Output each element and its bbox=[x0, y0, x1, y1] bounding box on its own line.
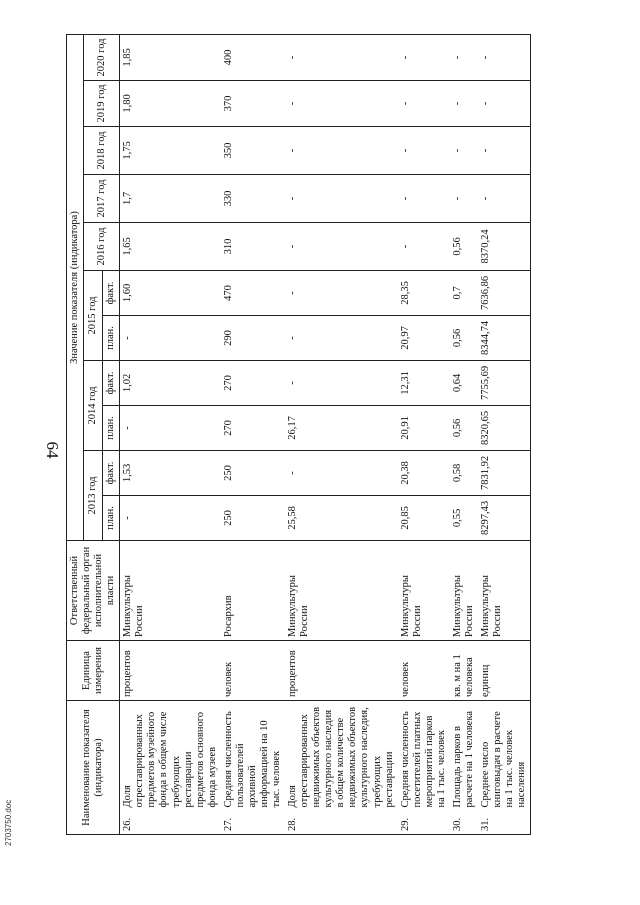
row-number: 29. bbox=[398, 811, 450, 835]
value-cell: - bbox=[285, 126, 398, 174]
value-cell: - bbox=[398, 126, 450, 174]
value-cell: - bbox=[285, 270, 398, 315]
value-cell: 25,58 bbox=[285, 495, 398, 540]
rotated-table-container bbox=[66, 35, 586, 835]
table-row bbox=[398, 34, 450, 834]
unit-cell: единиц bbox=[478, 640, 531, 700]
value-cell: 0,56 bbox=[450, 315, 478, 360]
indicator-name: Доля отреставрированных предметов музейного фонда в общем числе требующих реставрации предметов основного фонда музеев bbox=[120, 700, 221, 810]
value-cell: 0,64 bbox=[450, 360, 478, 405]
header-plan: план. bbox=[103, 495, 120, 540]
value-cell: 270 bbox=[221, 405, 285, 450]
indicator-name: Доля отреставрированных недвижимых объектов культурного наследия в общем количестве недвижимых объектов культурного наследия, требующих реставрации bbox=[285, 700, 398, 810]
table-body bbox=[120, 34, 531, 834]
page-number: 64 bbox=[43, 441, 62, 459]
value-cell: 26,17 bbox=[285, 405, 398, 450]
value-cell: - bbox=[398, 34, 450, 80]
header-2019: 2019 год bbox=[84, 80, 120, 126]
value-cell: 8370,24 bbox=[478, 222, 531, 270]
value-cell: - bbox=[285, 315, 398, 360]
value-cell: 8320,65 bbox=[478, 405, 531, 450]
value-cell: - bbox=[120, 495, 221, 540]
value-cell: - bbox=[478, 174, 531, 222]
header-2017: 2017 год bbox=[84, 174, 120, 222]
header-fact: факт. bbox=[103, 360, 120, 405]
agency-cell: Минкультуры России bbox=[478, 540, 531, 640]
value-cell: 8344,74 bbox=[478, 315, 531, 360]
value-cell: 470 bbox=[221, 270, 285, 315]
value-cell: - bbox=[120, 315, 221, 360]
value-cell: - bbox=[120, 405, 221, 450]
value-cell: - bbox=[478, 126, 531, 174]
value-cell: - bbox=[398, 80, 450, 126]
agency-cell: Минкультуры России bbox=[450, 540, 478, 640]
value-cell: 20,91 bbox=[398, 405, 450, 450]
value-cell: 1,75 bbox=[120, 126, 221, 174]
value-cell: 8297,43 bbox=[478, 495, 531, 540]
value-cell: 0,7 bbox=[450, 270, 478, 315]
value-cell: 1,80 bbox=[120, 80, 221, 126]
value-cell: 250 bbox=[221, 450, 285, 495]
value-cell: 12,31 bbox=[398, 360, 450, 405]
indicators-table bbox=[66, 34, 531, 835]
value-cell: 270 bbox=[221, 360, 285, 405]
value-cell: 28,35 bbox=[398, 270, 450, 315]
agency-cell: Минкультуры России bbox=[398, 540, 450, 640]
table-header bbox=[67, 34, 120, 834]
header-fact: факт. bbox=[103, 270, 120, 315]
header-2016: 2016 год bbox=[84, 222, 120, 270]
header-2015: 2015 год bbox=[84, 270, 103, 360]
value-cell: - bbox=[450, 80, 478, 126]
value-cell: 330 bbox=[221, 174, 285, 222]
value-cell: 0,58 bbox=[450, 450, 478, 495]
value-cell: 370 bbox=[221, 80, 285, 126]
row-number: 28. bbox=[285, 811, 398, 835]
header-2013: 2013 год bbox=[84, 450, 103, 540]
header-unit: Единица измерения bbox=[67, 640, 120, 700]
unit-cell: человек bbox=[398, 640, 450, 700]
value-cell: 0,56 bbox=[450, 222, 478, 270]
header-name: Наименование показателя (индикатора) bbox=[67, 700, 120, 834]
agency-cell: Минкультуры России bbox=[285, 540, 398, 640]
indicator-name: Средняя численность пользователей архивной информацией на 10 тыс. человек bbox=[221, 700, 285, 810]
value-cell: 1,85 bbox=[120, 34, 221, 80]
value-cell: 290 bbox=[221, 315, 285, 360]
table-row bbox=[221, 34, 285, 834]
value-cell: 7636,86 bbox=[478, 270, 531, 315]
value-cell: 0,56 bbox=[450, 405, 478, 450]
document-footer: 2703750.doc bbox=[4, 799, 13, 846]
unit-cell: процентов bbox=[120, 640, 221, 700]
indicator-name: Среднее число книговыдач в расчете на 1 тыс. человек населения bbox=[478, 700, 531, 810]
header-plan: план. bbox=[103, 315, 120, 360]
header-plan: план. bbox=[103, 405, 120, 450]
header-2014: 2014 год bbox=[84, 360, 103, 450]
value-cell: 250 bbox=[221, 495, 285, 540]
unit-cell: человек bbox=[221, 640, 285, 700]
value-cell: - bbox=[285, 34, 398, 80]
value-cell: - bbox=[285, 360, 398, 405]
row-number: 30. bbox=[450, 811, 478, 835]
agency-cell: Минкультуры России bbox=[120, 540, 221, 640]
value-cell: 1,65 bbox=[120, 222, 221, 270]
row-number: 31. bbox=[478, 811, 531, 835]
value-cell: 7831,92 bbox=[478, 450, 531, 495]
value-cell: 20,38 bbox=[398, 450, 450, 495]
value-cell: - bbox=[285, 450, 398, 495]
table-row bbox=[285, 34, 398, 834]
table-row bbox=[478, 34, 531, 834]
value-cell: 310 bbox=[221, 222, 285, 270]
value-cell: - bbox=[450, 126, 478, 174]
value-cell: 1,53 bbox=[120, 450, 221, 495]
value-cell: - bbox=[398, 174, 450, 222]
value-cell: 350 bbox=[221, 126, 285, 174]
table-row bbox=[120, 34, 221, 834]
unit-cell: процентов bbox=[285, 640, 398, 700]
value-cell: - bbox=[398, 222, 450, 270]
value-cell: 1,7 bbox=[120, 174, 221, 222]
header-values: Значение показателя (индикатора) bbox=[67, 34, 84, 540]
value-cell: - bbox=[450, 174, 478, 222]
value-cell: - bbox=[478, 80, 531, 126]
value-cell: 20,97 bbox=[398, 315, 450, 360]
value-cell: 20,85 bbox=[398, 495, 450, 540]
value-cell: 1,60 bbox=[120, 270, 221, 315]
value-cell: - bbox=[285, 80, 398, 126]
value-cell: 7755,69 bbox=[478, 360, 531, 405]
value-cell: - bbox=[450, 34, 478, 80]
header-fact: факт. bbox=[103, 450, 120, 495]
header-2020: 2020 год bbox=[84, 34, 120, 80]
indicator-name: Средняя численность посетителей платных мероприятий парков на 1 тыс. человек bbox=[398, 700, 450, 810]
row-number: 27. bbox=[221, 811, 285, 835]
agency-cell: Росархив bbox=[221, 540, 285, 640]
value-cell: - bbox=[285, 222, 398, 270]
header-2018: 2018 год bbox=[84, 126, 120, 174]
header-agency: Ответственный федеральный орган исполнительной власти bbox=[67, 540, 120, 640]
value-cell: 1,02 bbox=[120, 360, 221, 405]
value-cell: 0,55 bbox=[450, 495, 478, 540]
value-cell: 400 bbox=[221, 34, 285, 80]
unit-cell: кв. м на 1 человека bbox=[450, 640, 478, 700]
row-number: 26. bbox=[120, 811, 221, 835]
indicator-name: Площадь парков в расчете на 1 человека bbox=[450, 700, 478, 810]
value-cell: - bbox=[478, 34, 531, 80]
table-row bbox=[450, 34, 478, 834]
value-cell: - bbox=[285, 174, 398, 222]
